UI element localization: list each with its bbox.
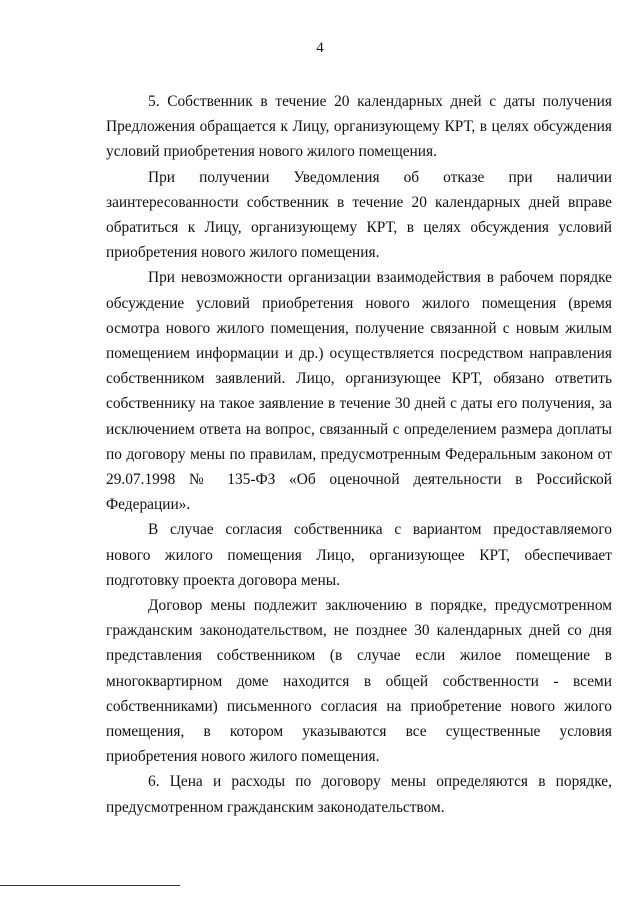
- paragraph-consent: В случае согласия собственника с вариантом предоставляемого нового жилого помещения Лицо, организующее КРТ, обеспечивает подготовку проекта договора мены.: [106, 521, 612, 589]
- paragraph-notice-refusal: При получении Уведомления об отказе при наличии заинтересованности собственник в течение 20 календарных дней вправе обратиться к Лицу, организующему КРТ, в целях обсуждения условий приобретения нового жилого помещения.: [106, 168, 612, 262]
- paragraph-item-5: 5. Собственник в течение 20 календарных дней с даты получения Предложения обращается к Лицу, организующему КРТ, в целях обсуждения условий приобретения нового жилого помещения.: [106, 93, 612, 161]
- page-number: 4: [316, 40, 324, 56]
- paragraph-item-6: 6. Цена и расходы по договору мены определяются в порядке, предусмотренном гражданским законодательством.: [106, 773, 612, 816]
- footer-divider: [0, 885, 180, 886]
- paragraph-exchange-contract: Договор мены подлежит заключению в порядке, предусмотренном гражданским законодательством, не позднее 30 календарных дней со дня представления собственником (в случае если жилое помещение в многоквартирном доме находится в общей собственности - всеми собственниками) письменного согласия на приобретение нового жилого помещения, в котором указываются все существенные условия приобретения нового жилого помещения.: [106, 597, 612, 766]
- paragraph-applications: При невозможности организации взаимодействия в рабочем порядке обсуждение условий приобретения нового жилого помещения (время осмотра нового жилого помещения, получение связанной с новым жилым помещением информации и др.) осуществляется посредством направления собственником заявлений. Лицо, организующее КРТ, обязано ответить собственнику на такое заявление в течение 30 дней с даты его получения, за исключением ответа на вопрос, связанный с определением размера доплаты по договору мены по правилам, предусмотренным Федеральным законом от 29.07.1998 № 135-ФЗ «Об оценочной деятельности в Российской Федерации».: [106, 269, 612, 514]
- document-body: [106, 89, 612, 820]
